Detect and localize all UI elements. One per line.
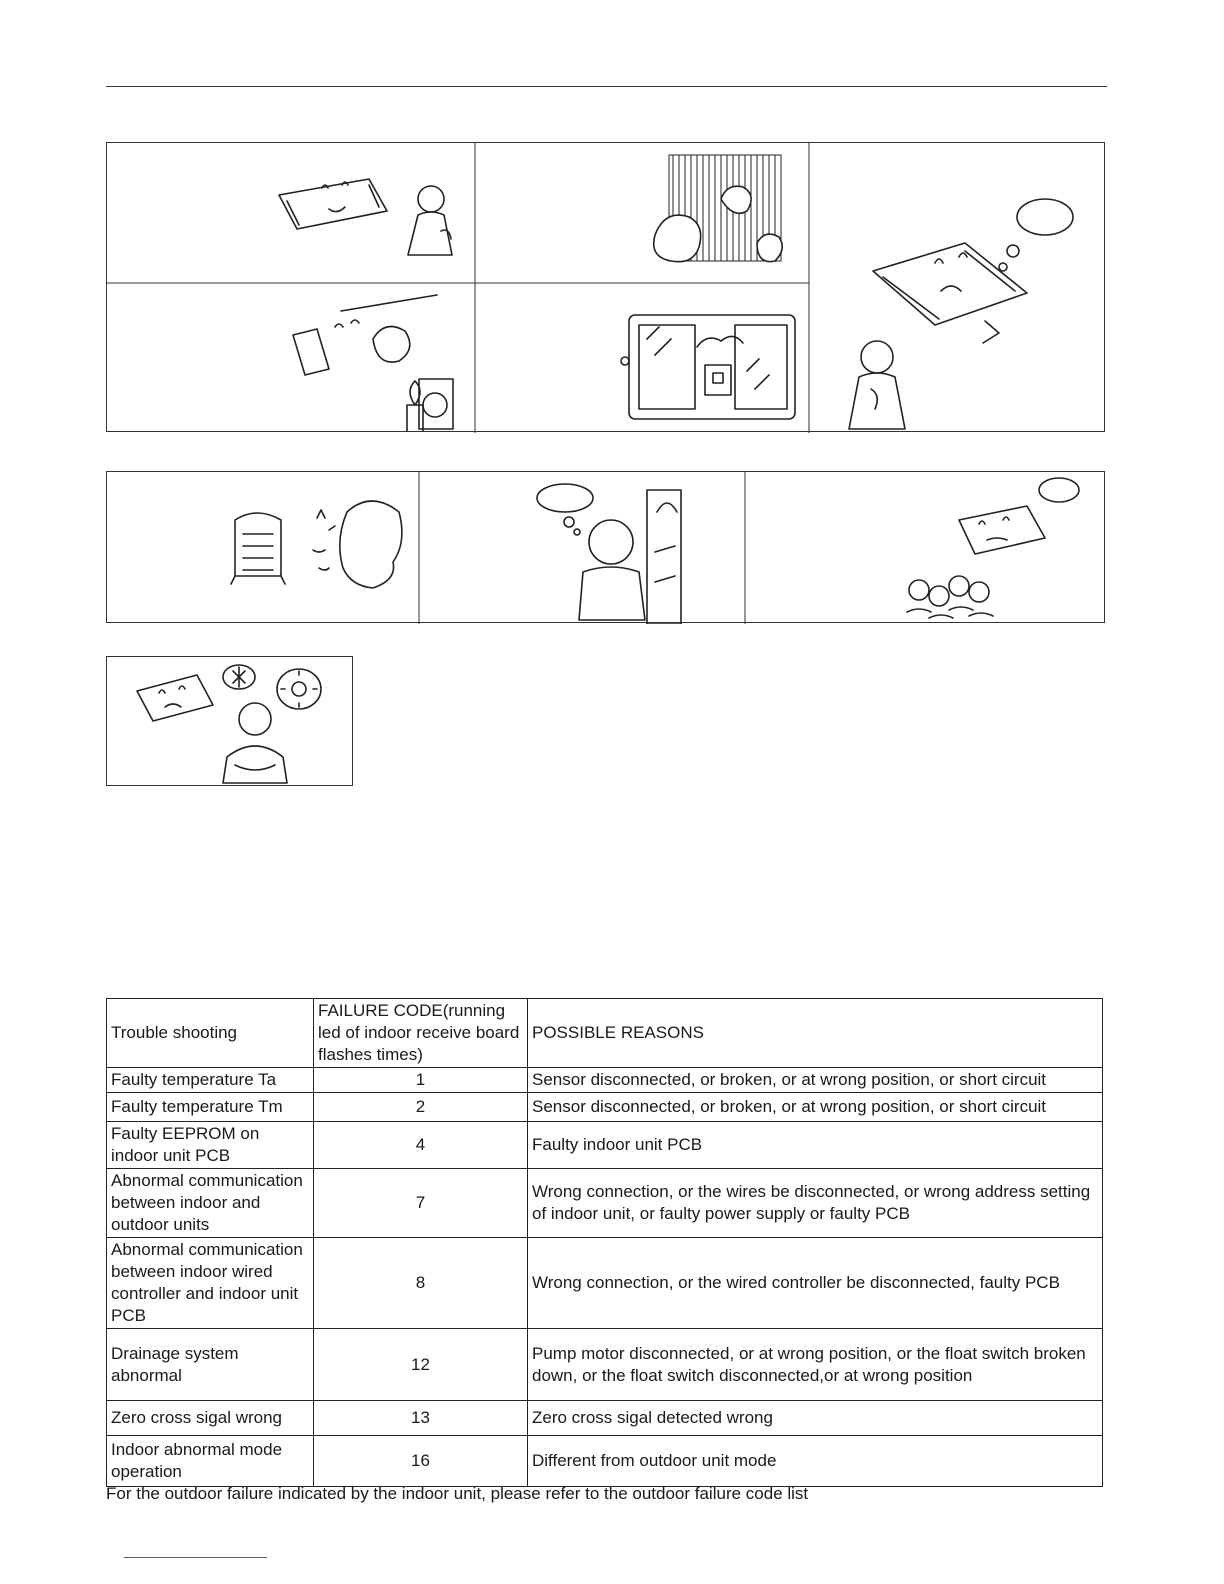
trouble-cell: Abnormal communication between indoor and outdoor units: [107, 1169, 314, 1238]
failure-code-table: [106, 998, 1103, 1487]
code-cell: 2: [314, 1093, 528, 1122]
table-header-row: [107, 999, 1103, 1068]
reasons-cell: Zero cross sigal detected wrong: [528, 1401, 1103, 1436]
illustration-group-3: [106, 656, 353, 786]
reasons-cell: Wrong connection, or the wired controller be disconnected, faulty PCB: [528, 1238, 1103, 1329]
illustration-group-2: [106, 471, 1105, 623]
footer-link-rule: [124, 1557, 267, 1558]
code-cell: 4: [314, 1122, 528, 1169]
table-row: [107, 1238, 1103, 1329]
reasons-cell: Different from outdoor unit mode: [528, 1436, 1103, 1487]
trouble-cell: Drainage system abnormal: [107, 1329, 314, 1401]
header-failure-code: FAILURE CODE(running led of indoor receive board flashes times): [314, 999, 528, 1068]
header-rule: [106, 86, 1107, 87]
reasons-cell: Pump motor disconnected, or at wrong position, or the float switch broken down, or the float switch disconnected,or at wrong position: [528, 1329, 1103, 1401]
trouble-cell: Faulty EEPROM on indoor unit PCB: [107, 1122, 314, 1169]
illustration-group-3-drawing: [107, 657, 354, 787]
table-row: [107, 1169, 1103, 1238]
trouble-cell: Indoor abnormal mode operation: [107, 1436, 314, 1487]
illustration-group-1-drawing: [107, 143, 1106, 433]
table-row: [107, 1329, 1103, 1401]
table-row: [107, 1436, 1103, 1487]
header-possible-reasons: POSSIBLE REASONS: [528, 999, 1103, 1068]
illustration-group-2-drawing: [107, 472, 1106, 624]
trouble-cell: Zero cross sigal wrong: [107, 1401, 314, 1436]
reasons-cell: Faulty indoor unit PCB: [528, 1122, 1103, 1169]
code-cell: 13: [314, 1401, 528, 1436]
reasons-cell: Wrong connection, or the wires be disconnected, or wrong address setting of indoor unit, or faulty power supply or faulty PCB: [528, 1169, 1103, 1238]
trouble-cell: Faulty temperature Tm: [107, 1093, 314, 1122]
code-cell: 16: [314, 1436, 528, 1487]
trouble-cell: Abnormal communication between indoor wired controller and indoor unit PCB: [107, 1238, 314, 1329]
table-row: [107, 1122, 1103, 1169]
code-cell: 8: [314, 1238, 528, 1329]
trouble-cell: Faulty temperature Ta: [107, 1068, 314, 1093]
header-trouble-shooting: Trouble shooting: [107, 999, 314, 1068]
reasons-cell: Sensor disconnected, or broken, or at wrong position, or short circuit: [528, 1093, 1103, 1122]
illustration-group-1: [106, 142, 1105, 432]
table-row: [107, 1093, 1103, 1122]
reasons-cell: Sensor disconnected, or broken, or at wrong position, or short circuit: [528, 1068, 1103, 1093]
code-cell: 7: [314, 1169, 528, 1238]
table-row: [107, 1068, 1103, 1093]
table-row: [107, 1401, 1103, 1436]
footer-note: For the outdoor failure indicated by the indoor unit, please refer to the outdoor failure code list: [106, 1484, 809, 1503]
code-cell: 1: [314, 1068, 528, 1093]
code-cell: 12: [314, 1329, 528, 1401]
